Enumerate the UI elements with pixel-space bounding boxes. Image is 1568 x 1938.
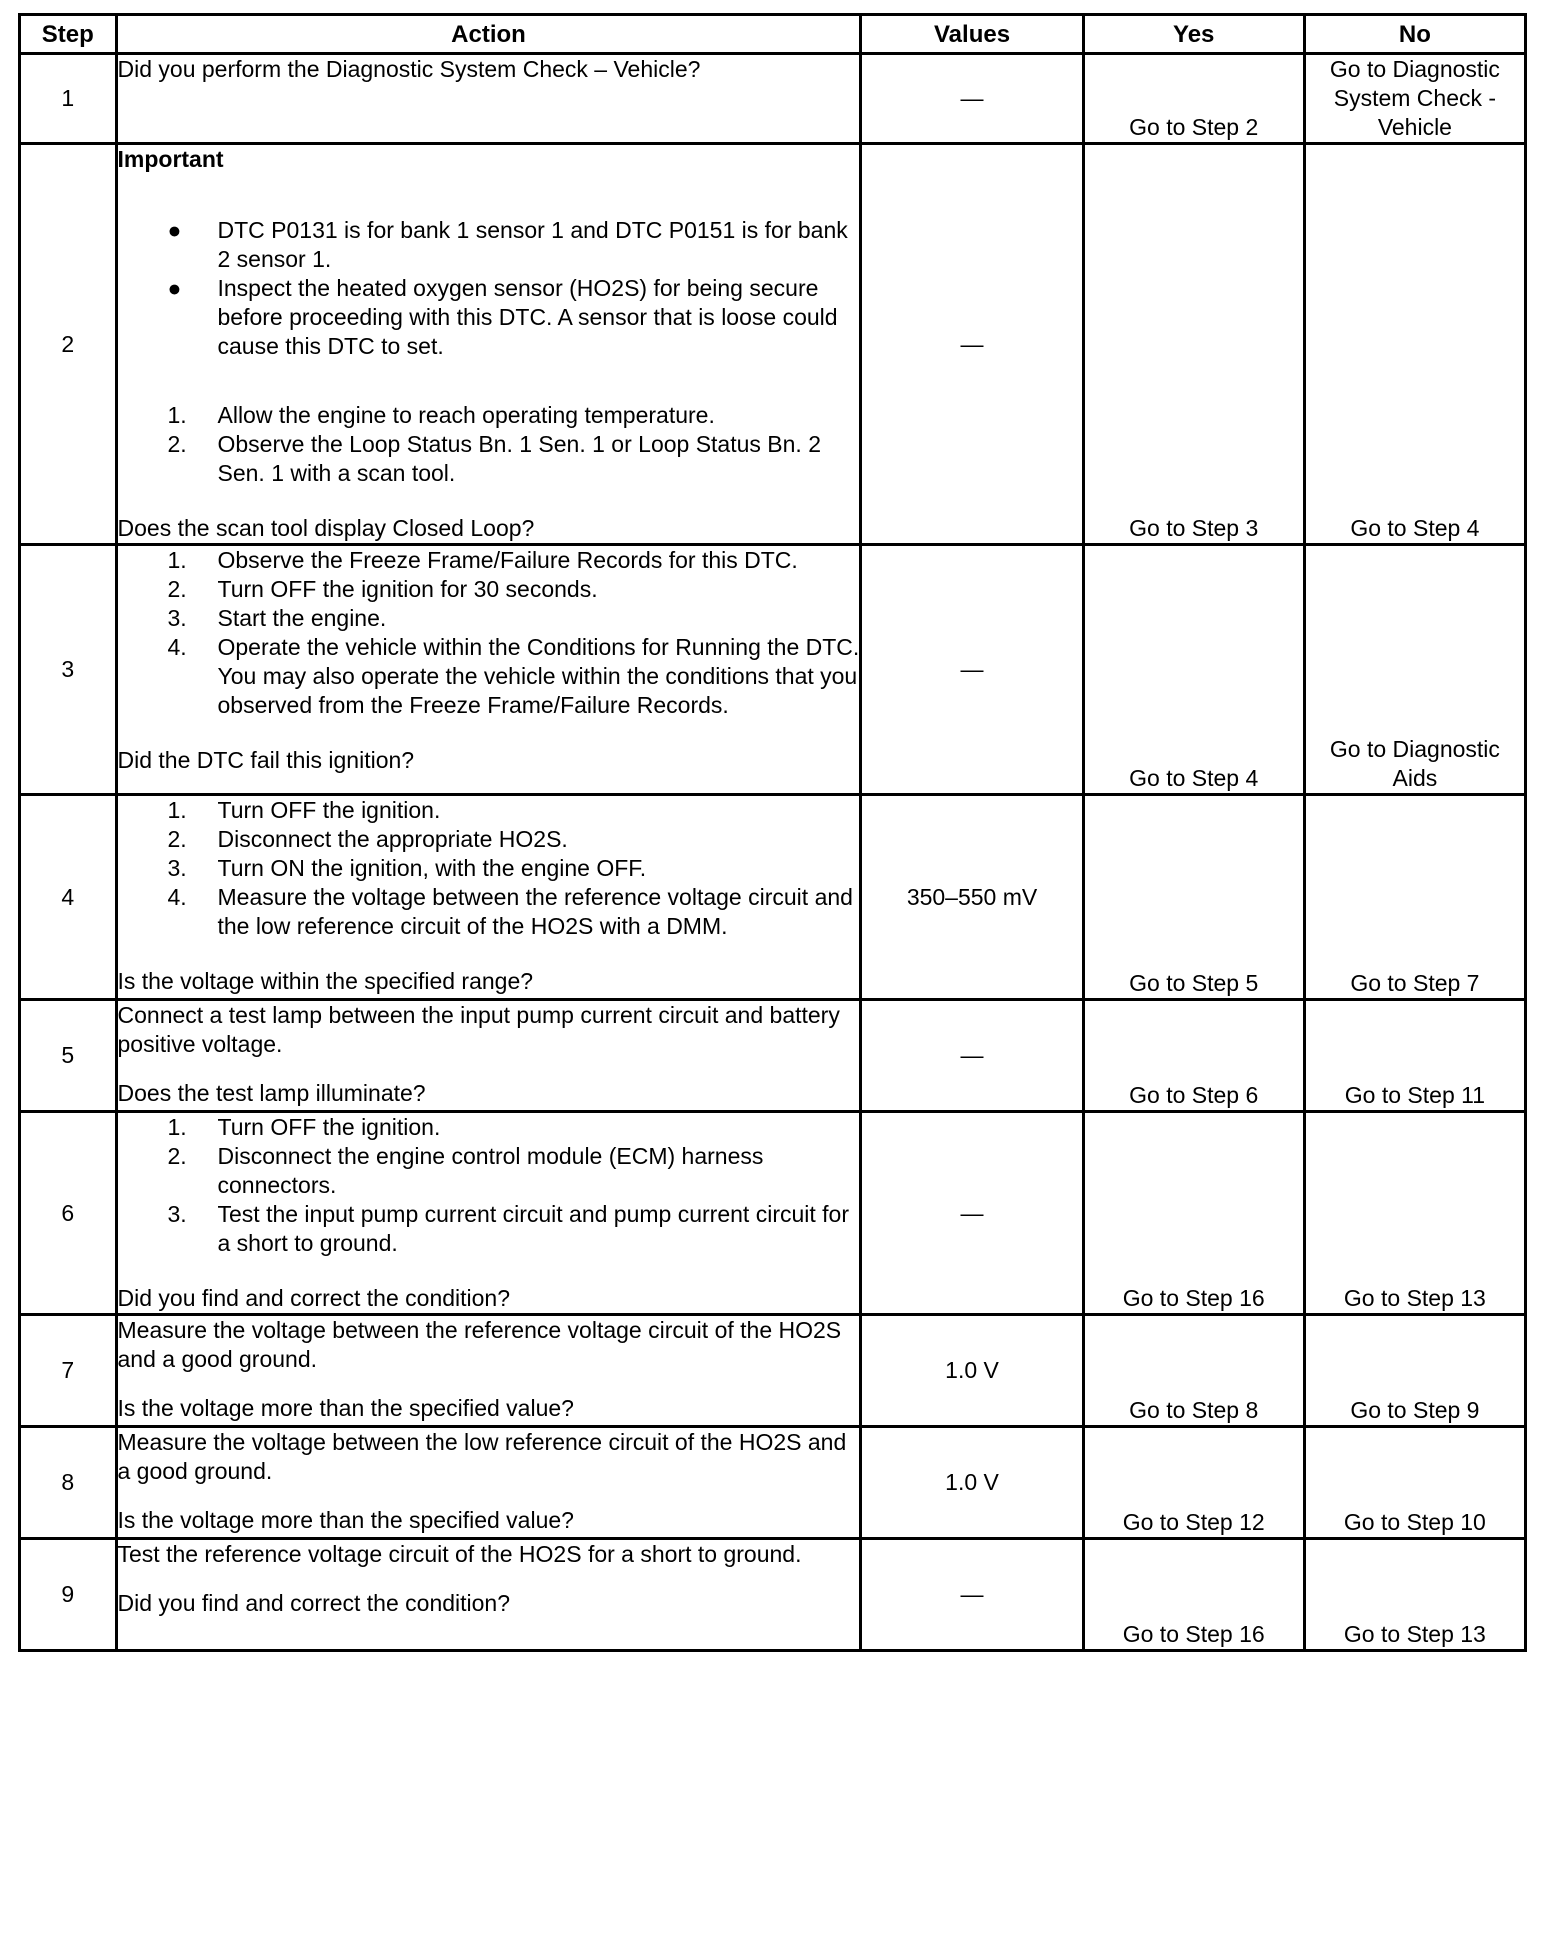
question-text: Is the voltage more than the specified value? xyxy=(117,1395,574,1421)
list-item: 1. Turn OFF the ignition. xyxy=(167,797,441,823)
table-row xyxy=(20,144,1526,545)
list-item: 2. Turn OFF the ignition for 30 seconds. xyxy=(167,576,598,602)
list-item: 2. Observe the Loop Status Bn. 1 Sen. 1 or Loop Status Bn. 2 Sen. 1 with a scan tool. xyxy=(167,431,822,486)
action-cell xyxy=(116,1315,861,1427)
yes-cell: Go to Step 5 xyxy=(1083,795,1304,1000)
no-cell: Go to Step 4 xyxy=(1304,144,1525,545)
yes-cell: Go to Step 6 xyxy=(1083,1000,1304,1112)
value-cell: — xyxy=(861,54,1083,144)
header-no: No xyxy=(1304,15,1525,54)
step-number: 7 xyxy=(20,1315,117,1427)
no-cell: Go to Step 7 xyxy=(1304,795,1525,1000)
no-cell: Go to Step 10 xyxy=(1304,1427,1525,1539)
action-text: Did you perform the Diagnostic System Check – Vehicle? xyxy=(117,56,701,82)
diagnostic-table xyxy=(18,13,1527,1652)
yes-cell: Go to Step 12 xyxy=(1083,1427,1304,1539)
yes-cell: Go to Step 2 xyxy=(1083,54,1304,144)
question-text: Did the DTC fail this ignition? xyxy=(117,747,415,773)
question-text: Is the voltage within the specified range? xyxy=(117,968,534,994)
numbered-list xyxy=(118,1113,860,1258)
list-item-text: DTC P0131 is for bank 1 sensor 1 and DTC P0151 is for bank 2 sensor 1. xyxy=(217,217,848,272)
list-item-text: Test the input pump current circuit and pump current circuit for a short to ground. xyxy=(217,1201,850,1256)
no-cell: Go to Step 13 xyxy=(1304,1539,1525,1651)
action-cell xyxy=(116,1112,861,1315)
list-item-text: Measure the voltage between the reference voltage circuit and the low reference circuit of the HO2S with a DMM. xyxy=(217,884,853,939)
no-cell: Go to Step 13 xyxy=(1304,1112,1525,1315)
value-cell: 1.0 V xyxy=(861,1315,1083,1427)
yes-cell: Go to Step 16 xyxy=(1083,1539,1304,1651)
header-action: Action xyxy=(116,15,861,54)
table-row xyxy=(20,545,1526,795)
list-item: 2. Disconnect the engine control module (ECM) harness connectors. xyxy=(167,1143,764,1198)
table-row xyxy=(20,1427,1526,1539)
list-item-text: Disconnect the appropriate HO2S. xyxy=(217,826,568,852)
list-item: 1. Allow the engine to reach operating temperature. xyxy=(167,402,715,428)
question-text: Did you find and correct the condition? xyxy=(117,1285,511,1311)
no-cell: Go to Diagnostic System Check - Vehicle xyxy=(1304,54,1525,144)
table-row xyxy=(20,1539,1526,1651)
value-cell: — xyxy=(861,1000,1083,1112)
list-item-text: Observe the Loop Status Bn. 1 Sen. 1 or Loop Status Bn. 2 Sen. 1 with a scan tool. xyxy=(217,431,822,486)
table-row xyxy=(20,1315,1526,1427)
step-number: 1 xyxy=(20,54,117,144)
numbered-list xyxy=(118,796,860,941)
action-cell xyxy=(116,795,861,1000)
action-cell xyxy=(116,54,861,144)
header-values: Values xyxy=(861,15,1083,54)
value-cell: — xyxy=(861,545,1083,795)
action-text: Connect a test lamp between the input pump current circuit and battery positive voltage. xyxy=(117,1002,840,1057)
action-cell xyxy=(116,545,861,795)
header-row xyxy=(20,15,1526,54)
step-number: 9 xyxy=(20,1539,117,1651)
yes-cell: Go to Step 8 xyxy=(1083,1315,1304,1427)
bullet-list xyxy=(118,216,860,361)
step-number: 8 xyxy=(20,1427,117,1539)
bullet-icon: ● xyxy=(167,275,182,301)
header-step: Step xyxy=(20,15,117,54)
yes-cell: Go to Step 3 xyxy=(1083,144,1304,545)
list-item xyxy=(118,216,860,274)
header-yes: Yes xyxy=(1083,15,1304,54)
no-cell: Go to Step 11 xyxy=(1304,1000,1525,1112)
step-number: 4 xyxy=(20,795,117,1000)
list-item: 3. Start the engine. xyxy=(167,605,387,631)
table-row xyxy=(20,795,1526,1000)
no-cell: Go to Diagnostic Aids xyxy=(1304,545,1525,795)
step-number: 3 xyxy=(20,545,117,795)
list-item-text: Turn OFF the ignition. xyxy=(217,1114,441,1140)
table-row xyxy=(20,1000,1526,1112)
yes-cell: Go to Step 16 xyxy=(1083,1112,1304,1315)
action-cell xyxy=(116,1000,861,1112)
important-heading: Important xyxy=(117,146,224,172)
list-item-text: Turn OFF the ignition. xyxy=(217,797,441,823)
list-item: 4. Operate the vehicle within the Conditions for Running the DTC. You may also operate the vehicle within the conditions that you observed from the Freeze Frame/Failure Records. xyxy=(167,634,860,718)
list-item: 3. Turn ON the ignition, with the engine OFF. xyxy=(167,855,647,881)
question-text: Is the voltage more than the specified value? xyxy=(117,1507,574,1533)
value-cell: 1.0 V xyxy=(861,1427,1083,1539)
list-item: 2. Disconnect the appropriate HO2S. xyxy=(167,826,568,852)
action-cell xyxy=(116,144,861,545)
question-text: Did you find and correct the condition? xyxy=(117,1590,511,1616)
value-cell: — xyxy=(861,144,1083,545)
action-cell xyxy=(116,1539,861,1651)
list-item-text: Observe the Freeze Frame/Failure Records for this DTC. xyxy=(217,547,798,573)
list-item: 1. Turn OFF the ignition. xyxy=(167,1114,441,1140)
list-item: 3. Test the input pump current circuit and pump current circuit for a short to ground. xyxy=(167,1201,850,1256)
step-number: 5 xyxy=(20,1000,117,1112)
question-text: Does the scan tool display Closed Loop? xyxy=(117,515,535,541)
list-item-text: Operate the vehicle within the Conditions for Running the DTC. You may also operate the vehicle within the conditions that you observed from the Freeze Frame/Failure Records. xyxy=(217,634,860,718)
list-item-text: Turn ON the ignition, with the engine OFF. xyxy=(217,855,647,881)
list-item-text: Start the engine. xyxy=(217,605,387,631)
list-item-text: Inspect the heated oxygen sensor (HO2S) for being secure before proceeding with this DTC. A sensor that is loose could cause this DTC to set. xyxy=(217,275,838,359)
list-item-text: Allow the engine to reach operating temperature. xyxy=(217,402,715,428)
question-text: Does the test lamp illuminate? xyxy=(117,1080,426,1106)
step-number: 6 xyxy=(20,1112,117,1315)
value-cell: — xyxy=(861,1112,1083,1315)
table-row xyxy=(20,54,1526,144)
value-cell: 350–550 mV xyxy=(861,795,1083,1000)
table-row xyxy=(20,1112,1526,1315)
no-cell: Go to Step 9 xyxy=(1304,1315,1525,1427)
list-item-text: Disconnect the engine control module (ECM) harness connectors. xyxy=(217,1143,764,1198)
list-item xyxy=(118,274,860,361)
numbered-list xyxy=(118,401,860,488)
action-text: Measure the voltage between the low reference circuit of the HO2S and a good ground. xyxy=(117,1429,847,1484)
action-cell xyxy=(116,1427,861,1539)
action-text: Measure the voltage between the reference voltage circuit of the HO2S and a good ground. xyxy=(117,1317,842,1372)
bullet-icon: ● xyxy=(167,217,182,243)
action-text: Test the reference voltage circuit of the HO2S for a short to ground. xyxy=(117,1541,802,1567)
list-item: 4. Measure the voltage between the reference voltage circuit and the low reference circuit of the HO2S with a DMM. xyxy=(167,884,853,939)
list-item-text: Turn OFF the ignition for 30 seconds. xyxy=(217,576,598,602)
value-cell: — xyxy=(861,1539,1083,1651)
list-item: 1. Observe the Freeze Frame/Failure Records for this DTC. xyxy=(167,547,798,573)
yes-cell: Go to Step 4 xyxy=(1083,545,1304,795)
step-number: 2 xyxy=(20,144,117,545)
numbered-list xyxy=(118,546,860,720)
